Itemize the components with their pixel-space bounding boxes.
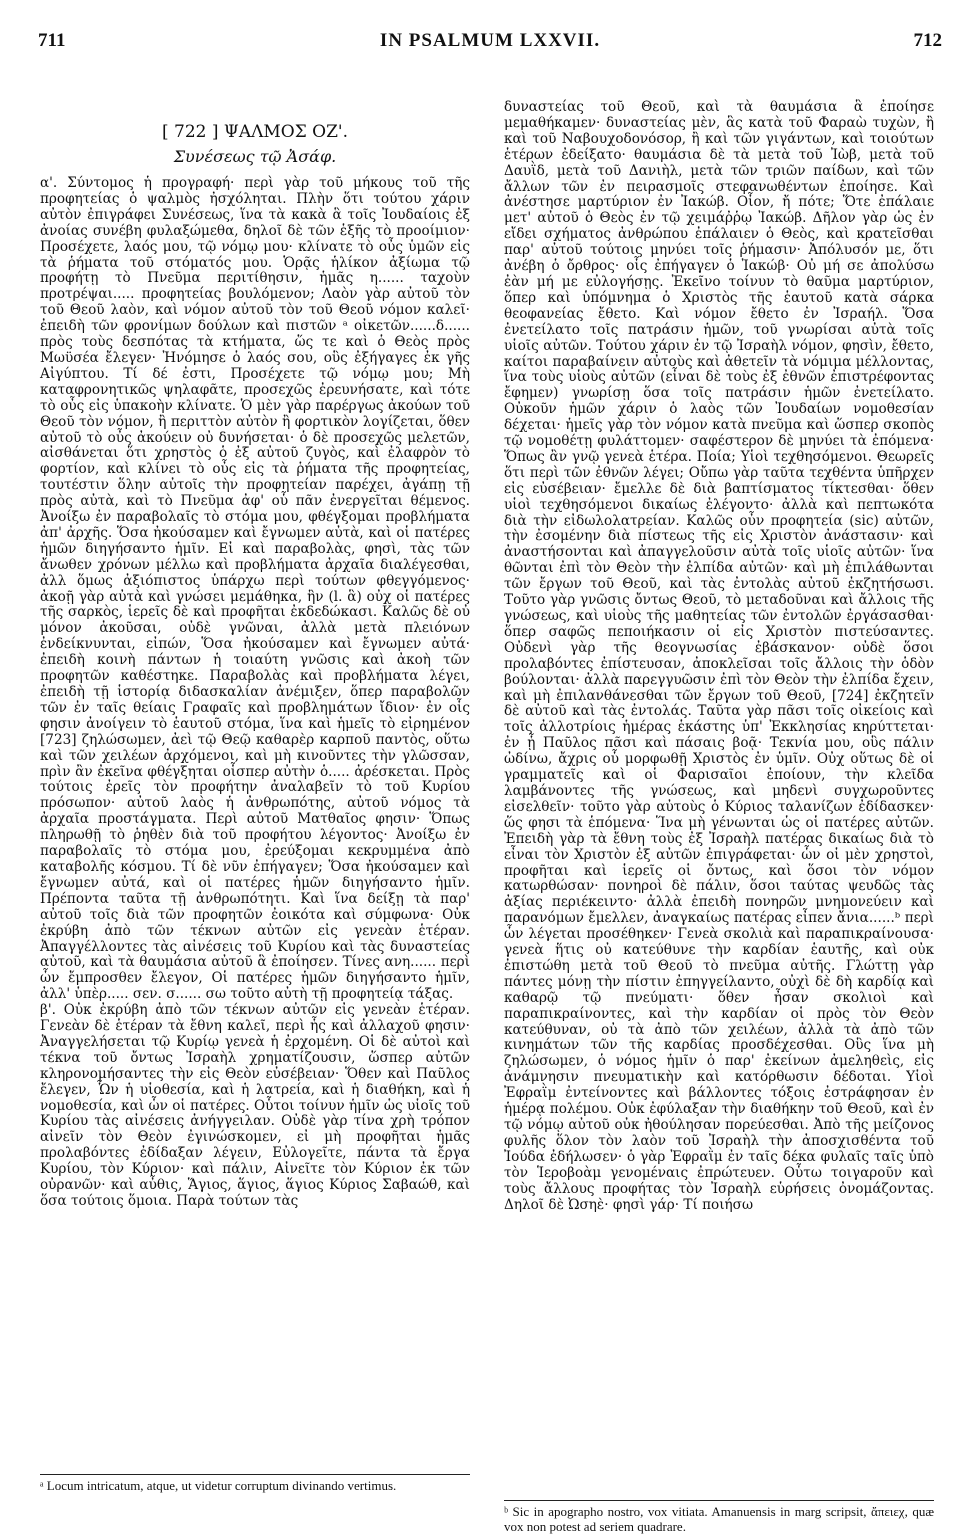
footnote-a: ᵃ Locum intricatum, atque, ut videtur corruptum divinando vertimus. (40, 1478, 397, 1493)
psalm-heading: [ 722 ] ΨΑΛΜΟΣ ΟΖ'. (162, 122, 348, 142)
running-header (0, 30, 980, 56)
psalm-subtitle: Συνέσεως τῷ Ἀσάφ. (173, 147, 337, 166)
right-column-text: δυναστείας τοῦ Θεοῦ, καὶ τὰ θαυμάσια ἃ ἐποίησε μεμαθήκαμεν· δυναστείας μὲν, ἃς κατὰ τοῦ Φαραὼ τυχὼν, ἢ καὶ τοῦ Ναβουχοδονόσορ, ἢ καὶ τῶν γιγάντων, καὶ τοιούτων ἑτέρων ἐδείξατο· θαυμάσια δὲ τὰ μετὰ τοῦ Ἰὼβ, μετὰ τοῦ Δαυῒδ, μετὰ τοῦ Δανιὴλ, μετὰ τῶν τριῶν παίδων, καὶ τῶν ἄλλων τῶν ἐν πειρασμοῖς στεφανωθέντων ἐποίησε. Καὶ ἀνέστησε μαρτύριον ἐν Ἰακώβ. Οἷον, ἤ πότε; Ὅτε ἐπάλαιε μετ' αὐτοῦ ὁ Θεὸς ἐν τῷ χειμάῤῥῳ Ἰακώβ. Δῆλον γὰρ ὡς ἐν εἴδει σχήματος ἀνθρώπου ἐπάλαιεν ὁ Θεὸς, καὶ κρατεῖσθαι παρ' αὐτοῦ τούτοις μηνύει τοῖς ῥήμασιν· Ἀπόλυσόν με, ὅτι ἀνέβη ὁ ὄρθρος· οἷς ἐπήγαγεν ὁ Ἰακώβ· Οὐ μή σε ἀπολύσω ἐὰν μή με εὐλογήσῃς. Ἐκεῖνο τοίνυν τὸ θαῦμα μαρτύριον, ὅπερ καὶ ὑπόμνημα ὁ Χριστὸς τῆς ἑαυτοῦ κατὰ σάρκα θεοφανείας ἔθετο. Καὶ νόμον ἔθετο ἐν Ἰσραήλ. Ὅσα ἐνετείλατο τοῖς πατράσιν ἡμῶν, τοῦ γνωρίσαι αὐτὰ τοῖς υἱοῖς αὐτῶν. Τούτου χάριν ἐν τῷ Ἰσραὴλ νόμον, φησὶν, ἔθετο, καίτοι παραβαίνειν αὐτοὺς καὶ ἀθετεῖν τὰ νόμιμα μέλλοντας, ἵνα τοὺς υἱοὺς αὐτῶν (εἶναι δὲ τοὺς ἐξ ἐθνῶν ἐπιστρέφοντας ἔφημεν) γνωρίσῃ ὅσα τοῖς πατράσιν ἡμῶν ἐνετείλατο. Οὐκοῦν ἡμῶν χάριν ὁ λαὸς τῶν Ἰουδαίων νομοθεσίαν δέχεται· ἡμεῖς γὰρ τὸν νόμον κατὰ πνεῦμα καὶ ὥσπερ σκοπὸς τῷ νομοθέτῃ φυλάττομεν· σαφέστερον δὲ μηνύει τὰ ἐπόμενα· Ὅπως ἂν γνῷ γενεὰ ἑτέρα. Ποία; Υἱοὶ τεχθησόμενοι. Θεωρεῖς ὅτι περὶ τῶν ἐθνῶν λέγει; Οὔπω γὰρ ταῦτα τεχθέντα ὑπῆρχεν εἰς εὐσέβειαν· ἔμελλε δὲ διὰ βαπτίσματος τίκτεσθαι· ὅθεν υἱοὶ τεχθησόμενοι δικαίως ἐλέγοντο· ἀλλὰ καὶ πεπτωκότα διὰ τὴν εἰδωλολατρείαν. Καλῶς οὖν προφητεία (sic) αὐτῶν, τὴν ἐσομένην διὰ πίστεως τῆς εἰς Χριστὸν ἀνάστασιν· καὶ ἀναστήσονται καὶ ἀπαγγελοῦσιν αὐτὰ τοῖς υἱοῖς αὐτῶν· ἵνα θῶνται ἐπὶ τὸν Θεὸν τὴν ἐλπίδα αὐτῶν· καὶ μὴ ἐπιλάθωνται τῶν ἔργων τοῦ Θεοῦ, καὶ τὰς ἐντολὰς αὐτοῦ ἐκζητήσωσι. Τοῦτο γὰρ γνῶσις ὄντως Θεοῦ, τὸ μεταδοῦναι καὶ ἄλλοις τῆς γνώσεως, καὶ υἱοὺς τῆς μαθητείας τῶν ἐντολῶν ἐργάσασθαι· ὅπερ σαφῶς πεποιήκασιν οἱ εἰς Χριστὸν πιστεύσαντες. Οὐδενὶ γὰρ τῆς θεογνωσίας ἐβάσκανον· οὐδὲ ὅσοι προλαβόντες ἐπίστευσαν, ἀποκλεῖσαι τοῖς ἄλλοις τὴν ὁδὸν βούλονται· ἀλλὰ παρεγγυῶσιν ἐπὶ τὸν Θεὸν τὴν ἐλπίδα ἔχειν, καὶ μὴ ἐπιλανθάνεσθαι τῶν ἔργων τοῦ Θεοῦ, [724] ἐκζητεῖν δὲ αὐτοῦ καὶ τὰς ἐντολάς. Ταῦτα γὰρ πᾶσι τοῖς οἰκείοις καὶ τοῖς ἀλλοτρίοις ἡμέρας ἑκάστης ὑπ' Ἐκκλησίας κηρύττεται· ἐν ᾗ Παῦλος πᾶσι καὶ πάσαις βοᾷ· Τεκνία μου, οὓς πάλιν ὠδίνω, ἄχρις οὗ μορφωθῇ Χριστὸς ἐν ὑμῖν. Οὐχ οὕτως δὲ οἱ γραμματεῖς καὶ οἱ Φαρισαῖοι ἐποίουν, τὴν κλεῖδα λαμβάνοντες τῆς γνώσεως, καὶ μηδενὶ συγχωροῦντες εἰσελθεῖν· τοῦτο γὰρ αὐτοὺς ὁ Κύριος ταλανίζων ἐδίδασκεν· ὥς φησι τὰ ἑπόμενα· Ἵνα μὴ γένωνται ὡς οἱ πατέρες αὐτῶν. Ἐπειδὴ γὰρ τὰ ἔθνη τοὺς ἐξ Ἰσραὴλ πατέρας δικαίως διὰ τὸ εἶναι τὸν Χριστὸν ἐξ αὐτῶν ἐπιγράφεται· ὧν οἱ μὲν χρηστοὶ, προφῆται καὶ ἱερεῖς οἱ ὄντως, καὶ ὅσοι τὸν νόμον κατωρθώσαν· πονηροὶ δὲ πάλιν, ὅσοι ταύτας ψευδῶς τὰς ἀξίας περιέκειντο· ἀλλὰ ἐπειδὴ πονηρῶν μνημονεύειν καὶ παρανόμων ἔμελλεν, ἀναγκαίως πατέρας εἶπεν ἄνια......ᵇ περὶ ὧν λέγεται προσέθηκεν· Γενεὰ σκολιὰ καὶ παραπικραίνουσα· γενεὰ ἥτις οὐ κατεύθυνε τὴν καρδίαν ἑαυτῆς, καὶ οὐκ ἐπιστώθη μετὰ τοῦ Θεοῦ τὸ πνεῦμα αὐτῆς. Γλώττῃ γὰρ πάντες μόνῃ τὴν πίστιν ἐπηγγείλαντο, οὐχὶ δὲ δὴ καρδίᾳ καὶ καθαρῷ τῷ πνεύματι· ὅθεν ἦσαν σκολιοὶ καὶ παραπικραίνοντες, καὶ τὴν καρδίαν οἱ πρὸς τὸν Θεὸν κατεύθυναν, οὐ τὰ ἀπὸ τῶν χειλέων, ἀλλὰ τὰ ἀπὸ τῶν κινημάτων τῶν τῆς καρδίας προσδέχεσθαι. Οὓς ἵνα μὴ ζηλώσωμεν, ὁ νόμος ἡμῖν ὁ παρ' ἐκείνων ἀμεληθεὶς, εἰς ἀνάμνησιν πνευματικὴν καὶ κατόρθωσιν δέδοται. Υἱοὶ Ἐφραῒμ ἐντείνοντες καὶ βάλλοντες τόξοις ἐστράφησαν ἐν ἡμέρᾳ πολέμου. Οὐκ ἐφύλαξαν τὴν διαθήκην τοῦ Θεοῦ, καὶ ἐν τῷ νόμῳ αὐτοῦ οὐκ ἠθούλησαν πορεύεσθαι. Ἀπὸ τῆς μείζονος φυλῆς ὅλον τὸν λαὸν τοῦ Ἰσραὴλ τὴν ἀποσχισθέντα τοῦ Ἰούδα ἐδήλωσεν· ὁ γὰρ Ἐφραῒμ ἐν ταῖς δέκα φυλαῖς ταῖς ὑπὸ τὸν Ἱεροβοὰμ γενομέναις ἐπρώτευεν. Οὗτω τοιγαροῦν καὶ τοὺς ἄλλους προφήτας τὸν Ἰσραὴλ εὑρήσεις ὀνομάζοντας. Δηλοῖ δὲ Ὠσηὲ· φησὶ γάρ· Τί ποιήσω (504, 99, 934, 1213)
left-page-number: 711 (38, 30, 66, 51)
left-column-text-2: β'. Οὐκ ἐκρύβη ἀπὸ τῶν τέκνων αὐτῶν εἰς γενεὰν ἑτέραν. Γενεὰν δὲ ἑτέραν τὰ ἔθνη καλεῖ, περὶ ἧς καὶ ἀλλαχοῦ φησιν· Ἀναγγελήσεται τῷ Κυρίῳ γενεὰ ἡ ἐρχομένη. Οἱ δὲ αὐτοὶ καὶ τέκνα τοῦ ὄντως Ἰσραὴλ χρηματίζουσιν, ὥσπερ αὐτῶν κληρονομήσαντες τὴν εἰς Θεὸν εὐσέβειαν· Ὅθεν καὶ Παῦλος ἔλεγεν, Ὧν ἡ υἱοθεσία, καὶ ἡ λατρεία, καὶ ἡ διαθήκη, καὶ ἡ νομοθεσία, καὶ ὧν οἱ πατέρες. Οὗτοι τοίνυν ἡμῖν ὡς υἱοῖς τοῦ Κυρίου τὰς αἰνέσεις ἀνήγγειλαν. Οὐδὲ γὰρ τίνα χρὴ τρόπον αἰνεῖν τὸν Θεὸν ἐγινώσκομεν, εἰ μὴ προφῆται ἡμᾶς προλαβόντες ἐδίδαξαν λέγειν, Εὐλογεῖτε, πάντα τὰ ἔργα Κυρίου, τὸν Κύριον· καὶ πάλιν, Αἰνεῖτε τὸν Κύριον ἐκ τῶν οὐρανῶν· καὶ αὖθις, Ἅγιος, ἅγιος, ἅγιος Κύριος Σαβαώθ, καὶ ὅσα τούτοις ὅμοια. Παρὰ τούτων τὰς (40, 1002, 470, 1209)
footnote-b: ᵇ Sic in apographo nostro, vox vitiata. Amanuensis in marg scripsit, ἄπειεχ, quæ vox non potest ad seriem quadrare. (504, 1504, 934, 1534)
right-column (504, 100, 934, 1213)
footnote-rule-right (504, 1500, 934, 1501)
running-title: IN PSALMUM LXXVII. (379, 30, 601, 51)
left-column (40, 100, 470, 1210)
left-column-text: α'. Σύντομος ἡ προγραφή· περὶ γὰρ τοῦ μήκους τοῦ τῆς προφητείας ὁ ψαλμὸς ἠσχόληται. Πλὴν ὅτι τούτου χάριν αὐτὸν ἐπιγράφει Συνέσεως, ἵνα τὰ κακὰ ἃ τοῖς Ἰουδαίοις ἐξ ἀνοίας συνέβη φυλαξώμεθα, δηλοῖ δὲ τῶν ἑξῆς τὸ προοίμιον· Προσέχετε, λαός μου, τῷ νόμῳ μου· κλίνατε τὸ οὖς ὑμῶν εἰς τὰ ῥήματα τοῦ στόματός μου. Ὁρᾷς ἡλίκον ἀξίωμα τῷ προφήτῃ τὸ Πνεῦμα περιτίθησιν, ἡμᾶς η...... ταχοὺν προτρέψαι..... προφητείας βουλόμενον; Λαὸν γὰρ αὐτοῦ τὸν τοῦ Θεοῦ λαὸν, καὶ νόμον αὐτοῦ τὸν τοῦ Θεοῦ νόμον καλεῖ· ἐπειδὴ τῶν φρονίμων δούλων καὶ πιστῶν ᵃ οἰκετῶν......δ...... πρὸς τοὺς δεσπότας τὰ κτήματα, ὥς τε καὶ ὁ Θεὸς πρὸς Μωϋσέα ἔλεγεν· Ἠνόμησε ὁ λαός σου, οὓς ἐξήγαγες ἐκ γῆς Αἰγύπτου. Τί δέ ἐστι, Προσέχετε τῷ νόμῳ μου; Μὴ καταφρονητικῶς ψηλαφᾶτε, προσεχῶς ἐρευνήσατε, καὶ τότε τὸ οὖς εἰς ὑπακοὴν κλίνατε. Ὁ μὲν γὰρ παρέργως ἀκούων τοῦ Θεοῦ τὸν νόμον, ἢ περιττὸν αὐτὸν ἢ φορτικὸν λογίζεται, ὅθεν αὐτοῦ τὸ οὖς ἀκούειν οὐ δυνήσεται· ὁ δὲ προσεχῶς μελετῶν, αἰσθάνεται ὅτι χρηστὸς ὁ ἐξ αὐτοῦ ζυγὸς, καὶ ἐλαφρὸν τὸ φορτίον, καὶ κλίνει τὸ οὖς εἰς τὰ ῥήματα τῆς προφητείας, τουτέστιν ὅλην αὐτοῖς τὴν προφητείαν παρέχει, ἀγάπῃ τῇ πρὸς αὐτὰ, καὶ τὸ Πνεῦμα ἀφ' οὗ πᾶν ἐνεργεῖται θέμενος. Ἀνοίξω ἐν παραβολαῖς τὸ στόμα μου, φθέγξομαι προβλήματα ἀπ' ἀρχῆς. Ὅσα ἠκούσαμεν καὶ ἔγνωμεν αὐτὰ, καὶ οἱ πατέρες ἡμῶν διηγήσαντο ἡμῖν. Εἰ καὶ παραβολὰς, φησὶ, τὰς τῶν ἄνωθεν χρόνων μέλλω καὶ προβλήματα ἀρχαῖα διαλέγεσθαι, ἀλλ ὅμως ἀξιόπιστος ὑπάρχω περὶ τούτων φθεγγόμενος· ἀκοῇ γὰρ αὐτὰ καὶ γνώσει μεμάθηκα, ἣν (l. ἃ) οὐχ οἱ πατέρες τῆς σαρκὸς, ἱερεῖς δὲ καὶ προφῆται ἐκδεδώκασι. Καλῶς δὲ οὐ μόνον ἀκοῦσαι, οὐδὲ γνῶναι, ἀλλὰ μετὰ πλειόνων ἐνδείκνυνται, εἰπών, Ὅσα ἠκούσαμεν καὶ ἔγνωμεν αὐτά· ἐπειδὴ κοινὴ πάντων ἡ τοιαύτη γνῶσις καὶ ἀκοὴ τῶν προφητῶν καθέστηκε. Παραβολὰς καὶ προβλήματα λέγει, ἐπειδὴ τῇ ἱστορίᾳ διδασκαλίαν ἀνέμιξεν, ὅπερ παραβολῶν τῶν ἐν ταῖς θείαις Γραφαῖς καὶ προβλημάτων ἴδιον· ἐν οἷς φησιν ἀνοίγειν τὸ ἑαυτοῦ στόμα, ἵνα καὶ ἡμεῖς τὸ εἰρημένον [723] ζηλώσωμεν, ἀεὶ τῷ Θεῷ καθαρὲρ καρποῦ παντὸς, οὕτω καὶ τῶν χειλέων ἀρχόμενοι, καὶ μὴ κινοῦντες τὴν γλῶσσαν, πρὶν ἂν ἐκεῖνα φθέγξηται οἷσπερ αὐτὴν ὁ..... ἀρέσκεται. Πρὸς τούτοις ἐρεῖς τὸν προφήτην ἀναλαβεῖν τὸ τοῦ Κυρίου πρόσωπον· αὐτοῦ λαὸς ἡ ἀνθρωπότης, αὐτοῦ νόμος τὰ ἀρχαῖα προστάγματα. Περὶ αὐτοῦ Ματθαῖος φησιν· Ὅπως πληρωθῇ τὸ ῥηθὲν διὰ τοῦ προφήτου λέγοντος· Ἀνοίξω ἐν παραβολαῖς τὸ στόμα μου, ἐρεύξομαι κεκρυμμένα ἀπὸ καταβολῆς κόσμου. Τί δὲ νῦν ἐπήγαγεν; Ὅσα ἠκούσαμεν καὶ ἔγνωμεν αὐτά, καὶ οἱ πατέρες ἡμῶν διηγήσαντο ἡμῖν. Πρέποντα ταῦτα τῇ ἀνθρωπότητι. Καὶ ἵνα δείξῃ τὰ παρ' αὐτοῦ τοῖς διὰ τῶν προφητῶν ἐοικότα καὶ σύμφωνα· Οὐκ ἐκρύβη ἀπὸ τῶν τέκνων αὐτῶν εἰς γενεὰν ἑτέραν. Ἀπαγγέλλοντες τὰς αἰνέσεις τοῦ Κυρίου καὶ τὰς δυναστείας αὐτοῦ, καὶ τὰ θαυμάσια αὐτοῦ ἃ ἐποίησεν. Τίνες ανη...... περὶ ὧν ἔμπροσθεν ἔλεγον, Οἱ πατέρες ἡμῶν διηγήσαντο ἡμῖν, ἀλλ' ὑπὲρ..... σεν. σ...... σω τοῦτο αὐτὴ τῇ προφητείᾳ τάξας. (40, 175, 470, 1003)
right-page-number: 712 (913, 30, 942, 51)
footnote-rule-left (40, 1474, 470, 1475)
